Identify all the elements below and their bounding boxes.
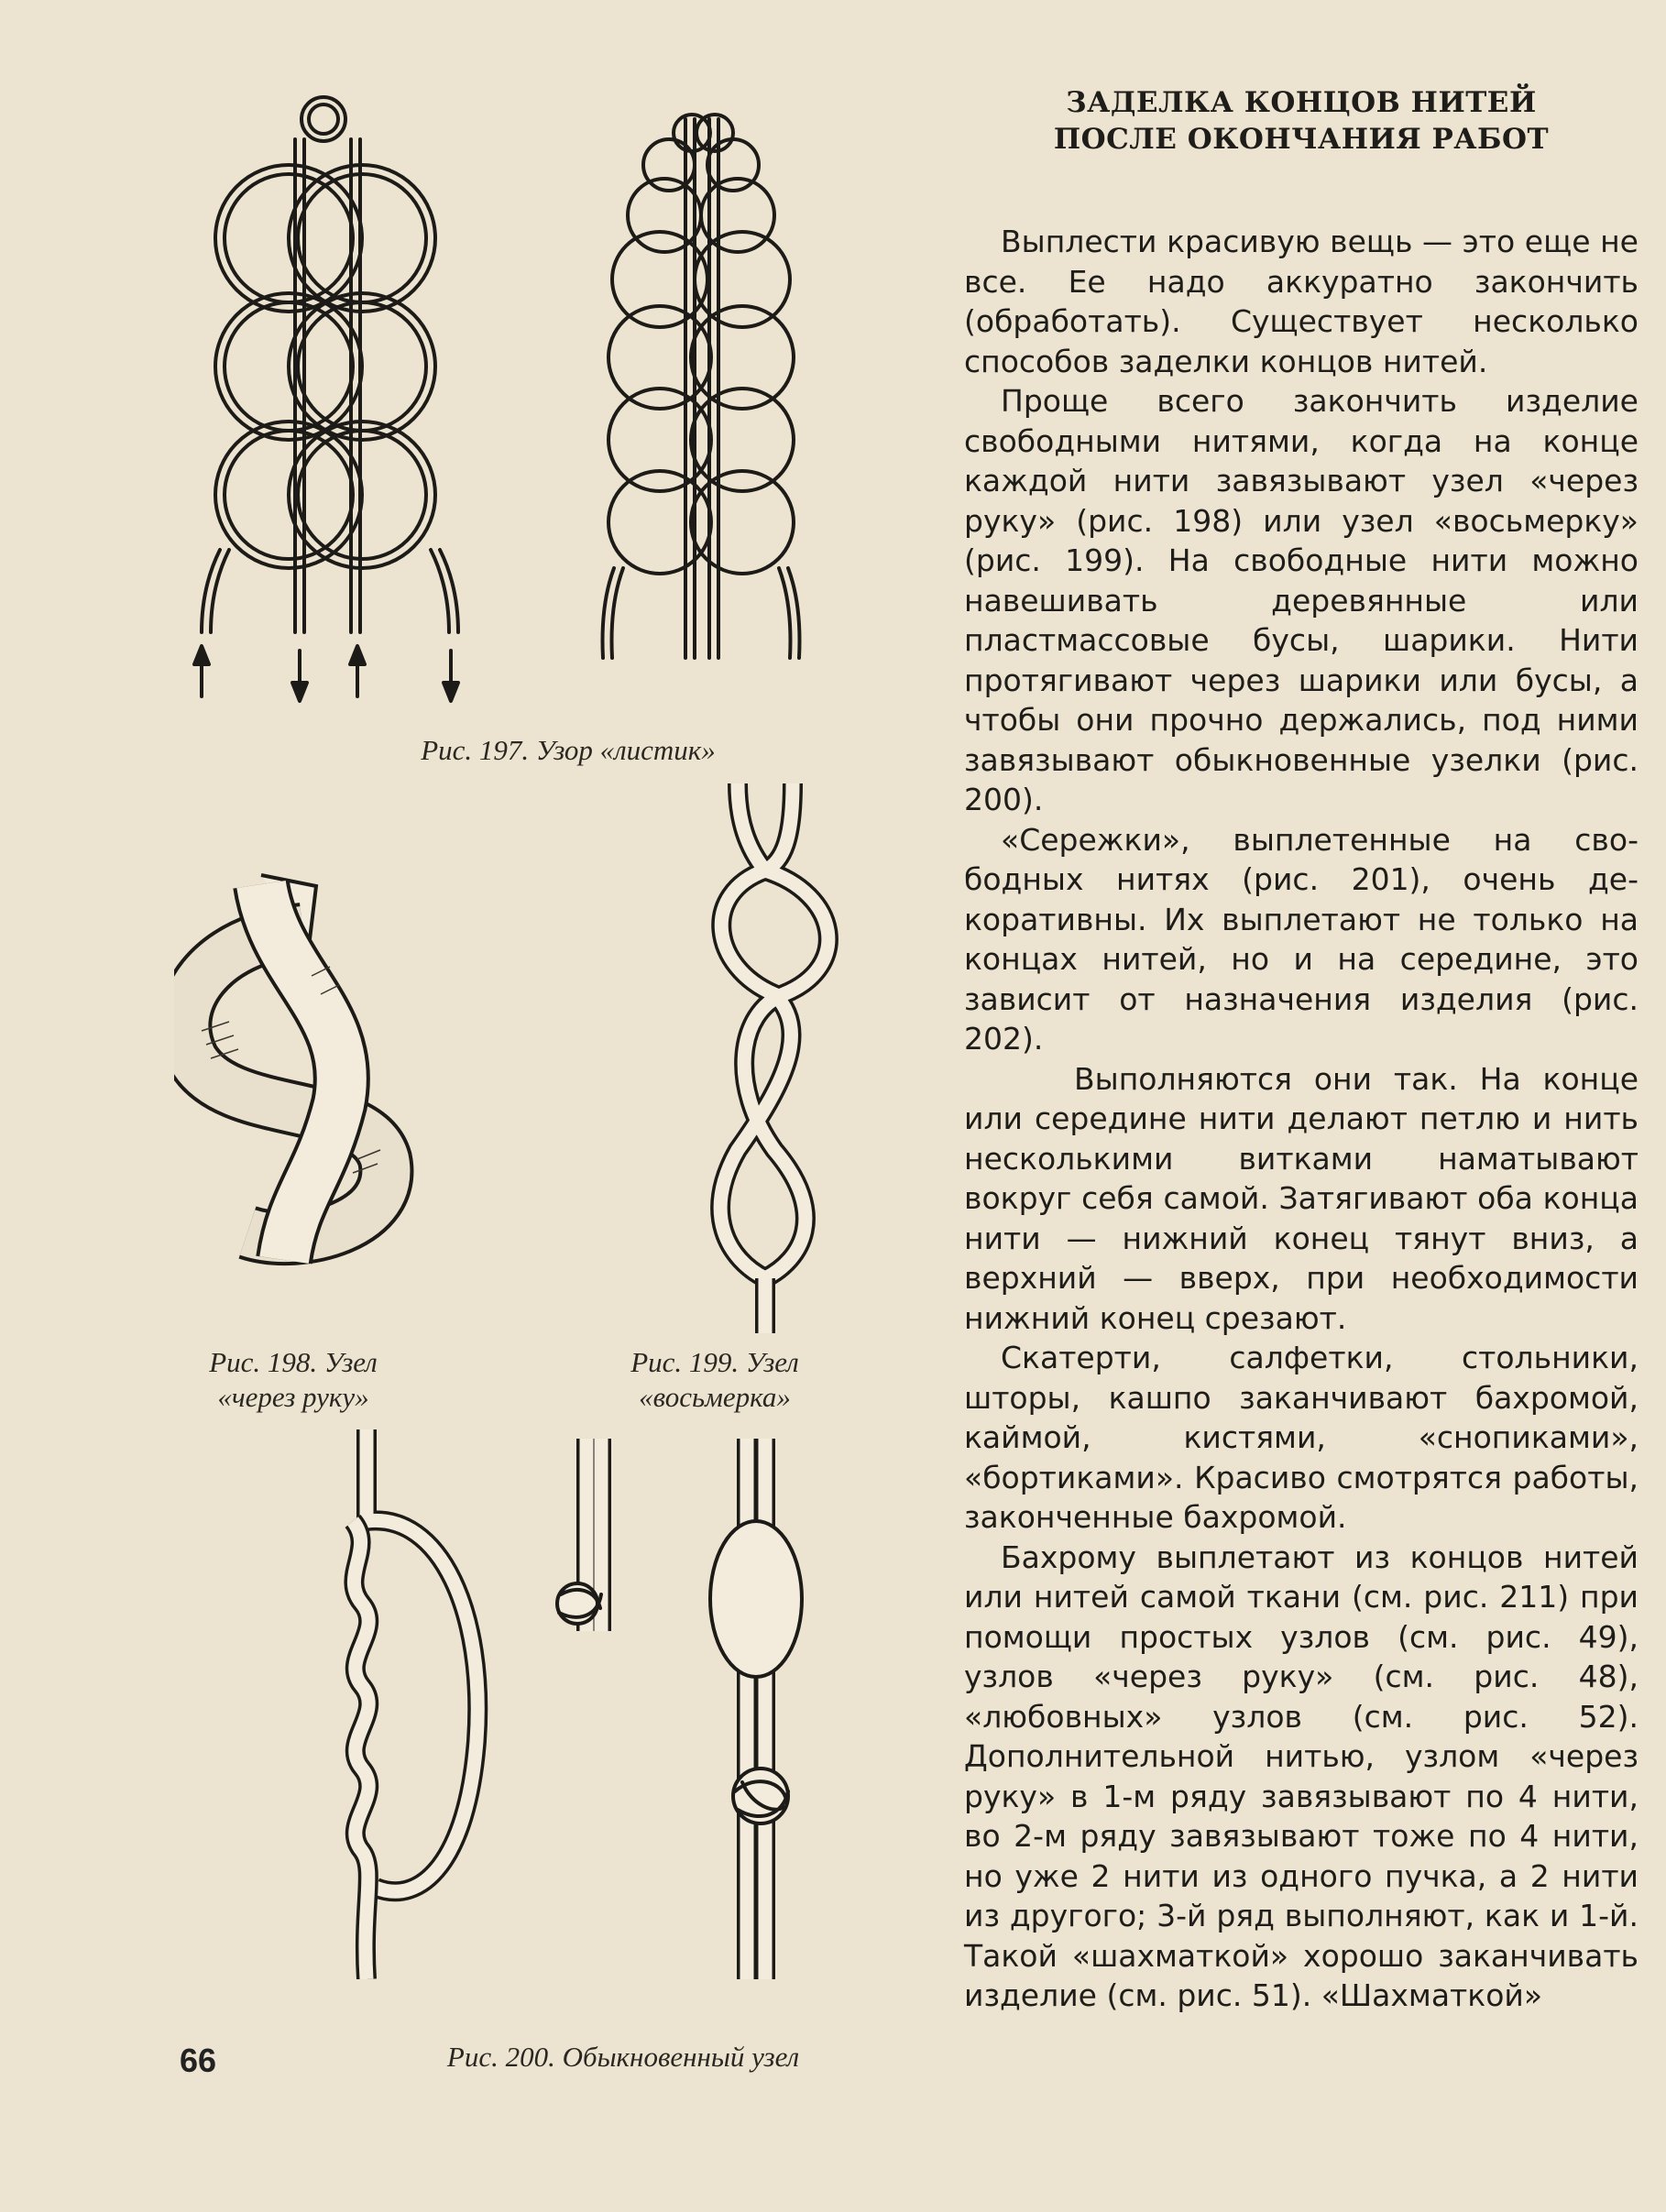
fig-200-ordinary-knot-illustration xyxy=(312,1429,825,1979)
fig-198-caption-line2: «через руку» xyxy=(217,1381,369,1413)
paragraph-2: Проще всего закончить изделие свободными нитями, когда на конце каждой нити завязывают узел «через руку» (рис. 198) или узел «восьмерку» (рис. 199). На свободные нити можно навешивать деревянные или пластмассовые бусы, шарики. Нити протягивают через шарики или бусы, а чтобы они прочно держались, под ними завязывают обыкновенные узелки (рис. 200). xyxy=(964,383,1639,817)
fig-198-overhand-knot-illustration xyxy=(174,866,422,1269)
bead-with-knot-diagram xyxy=(710,1439,802,1979)
paragraph-5: Скатерти, салфетки, стольники, шторы, кашпо заканчивают бахромой, каймой, кистями, «снопиками», «бортиками». Красиво смотрятся работы, законченные бахромой. xyxy=(964,1340,1639,1535)
fig-199-caption-line1: Рис. 199. Узел xyxy=(630,1346,799,1378)
paragraph-3: «Сережки», выплетенные на свободных нитях (рис. 201), очень декоративны. Их выплетают не только на концах нитей, но и на середине, это зависит от назначения изделия (рис. 202). xyxy=(964,821,1639,1057)
fig-199-figure-eight-knot-illustration xyxy=(674,783,875,1333)
fig-198-caption xyxy=(183,1345,403,1415)
paragraph-1: Выплести красивую вещь — это еще не все. Ее надо аккуратно закончить (обработать). Существует несколько способов заделки концов нитей. xyxy=(964,224,1639,379)
fig-200-caption: Рис. 200. Обыкновенный узел xyxy=(446,2041,800,2073)
leaf-pattern-open-diagram xyxy=(194,97,458,701)
fig-198-caption-line1: Рис. 198. Узел xyxy=(209,1346,378,1378)
paragraph-6: Бахрому выплетают из концов нитей или нитей самой ткани (см. рис. 211) при помощи простых узлов (см. рис. 49), узлов «через руку» (см. рис. 48), «любовных» узлов (см. рис. 52). Дополнительной нитью, узлом «через руку» в 1-м ряду завязывают по 4 нити, во 2-м ряду завязывают тоже по 4 нити, но уже 2 нити из одного пучка, а 2 нити из другого; 3-й ряд выполняют, как и 1-й. Такой «шахматкой» хорошо заканчивать изделие (см. рис. 51). «Шахматкой» xyxy=(964,1539,1639,2013)
page-number: 66 xyxy=(180,2042,217,2079)
section-heading-line2: ПОСЛЕ ОКОНЧАНИЯ РАБОТ xyxy=(1053,123,1550,156)
fig-199-caption-line2: «восьмерка» xyxy=(639,1381,791,1413)
fig-199-caption xyxy=(596,1345,834,1415)
knot-loop-diagram xyxy=(353,1429,477,1979)
section-heading-line1: ЗАДЕЛКА КОНЦОВ НИТЕЙ xyxy=(1066,86,1537,119)
article-text-column xyxy=(964,84,1639,2016)
knot-tied-diagram xyxy=(557,1439,601,1631)
paragraph-4: Выполняются они так. На конце или середине нити делают петлю и нить несколькими витками наматывают вокруг себя самой. Затягивают оба конца нити — нижний конец тянут вниз, а верхний — вверх, при необходимости нижний конец срезают. xyxy=(964,1060,1639,1336)
fig-197-leaf-pattern-illustration xyxy=(183,92,843,715)
fig-197-caption: Рис. 197. Узор «листик» xyxy=(421,734,716,766)
section-heading xyxy=(964,84,1639,158)
leaf-pattern-tight-diagram xyxy=(603,115,800,658)
